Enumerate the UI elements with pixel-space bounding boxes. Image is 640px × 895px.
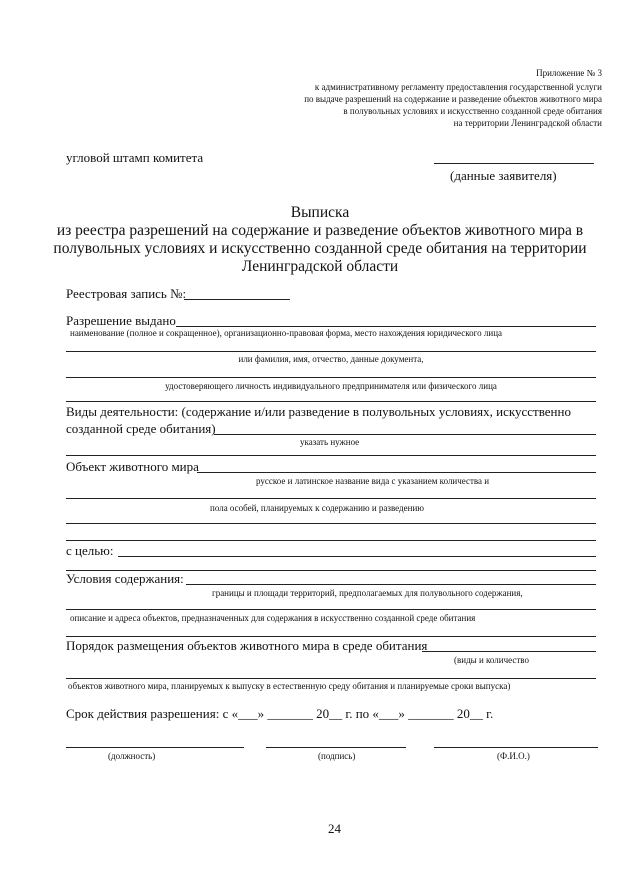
activities-label-1: Виды деятельности: (содержание и/или разведение в полувольных условиях, искусственно	[66, 404, 571, 419]
conditions-hint-2: описание и адреса объектов, предназначенных для содержания в искусственно созданной среде обитания	[70, 613, 476, 623]
conditions-line-2	[66, 609, 596, 610]
appendix-label: Приложение № 3	[536, 68, 602, 78]
permit-line-2	[66, 351, 596, 352]
permit-line-4	[66, 401, 596, 402]
activities-hint: указать нужное	[300, 437, 360, 447]
applicant-label: (данные заявителя)	[450, 168, 557, 183]
regulation-line-3: в полувольных условиях и искусственно созданной среде обитания	[343, 106, 602, 116]
title-line-1: из реестра разрешений на содержание и разведение объектов животного мира в	[56, 222, 584, 239]
registry-record-line	[184, 299, 290, 300]
wildlife-line-3	[66, 523, 596, 524]
activities-line-2	[66, 455, 596, 456]
conditions-line	[186, 584, 596, 585]
regulation-line-2: по выдаче разрешений на содержание и разведение объектов животного мира	[304, 94, 602, 104]
title-line-2: полувольных условиях и искусственно созданной среде обитания на территории	[53, 240, 587, 257]
permit-hint-1: наименование (полное и сокращенное), организационно-правовая форма, место нахождения юридического лица	[70, 328, 503, 338]
placement-label: Порядок размещения объектов животного мира в среде обитания	[66, 638, 428, 653]
activities-line	[214, 434, 596, 435]
regulation-line-1: к административному регламенту предоставления государственной услуги	[314, 82, 602, 92]
wildlife-line-2	[66, 498, 596, 499]
wildlife-line-4	[66, 540, 596, 541]
conditions-line-3	[66, 636, 596, 637]
purpose-line	[118, 556, 596, 557]
wildlife-hint-1: русское и латинское название вида с указанием количества и	[256, 476, 490, 486]
signature-caption: (подпись)	[318, 751, 356, 761]
corner-stamp-label: угловой штамп комитета	[66, 150, 204, 165]
permit-issued-label: Разрешение выдано	[66, 313, 176, 328]
validity-label: Срок действия разрешения: с «___» _______ 20__ г. по «___» _______ 20__ г.	[66, 706, 494, 721]
wildlife-hint-2: пола особей, планируемых к содержанию и разведению	[210, 503, 424, 513]
position-line	[66, 747, 244, 748]
signature-line	[266, 747, 406, 748]
placement-line-2	[66, 678, 596, 679]
page-number: 24	[328, 821, 341, 836]
placement-line	[422, 651, 596, 652]
conditions-label: Условия содержания:	[66, 571, 184, 586]
purpose-label: с целью:	[66, 543, 114, 558]
name-caption: (Ф.И.О.)	[497, 751, 530, 761]
conditions-hint-1: границы и площади территорий, предполагаемых для полувольного содержания,	[212, 588, 523, 598]
permit-line-3	[66, 377, 596, 378]
title-line-3: Ленинградской области	[241, 258, 399, 275]
permit-issued-line	[176, 326, 596, 327]
activities-label-2: созданной среде обитания)	[66, 421, 216, 436]
wildlife-object-line	[197, 472, 596, 473]
permit-hint-2: или фамилия, имя, отчество, данные документа,	[238, 354, 424, 364]
position-caption: (должность)	[108, 751, 156, 761]
regulation-line-4: на территории Ленинградской области	[453, 118, 602, 128]
document-title: Выписка	[290, 204, 350, 221]
placement-hint-2: объектов животного мира, планируемых к выпуску в естественную среду обитания и планируемые сроки выпуска)	[68, 681, 511, 691]
registry-record-label: Реестровая запись №:	[66, 286, 187, 301]
applicant-line	[434, 163, 594, 164]
wildlife-object-label: Объект животного мира	[66, 459, 199, 474]
placement-hint-1: (виды и количество	[454, 655, 529, 665]
name-line	[434, 747, 598, 748]
permit-hint-3: удостоверяющего личность индивидуального предпринимателя или физического лица	[165, 381, 497, 391]
